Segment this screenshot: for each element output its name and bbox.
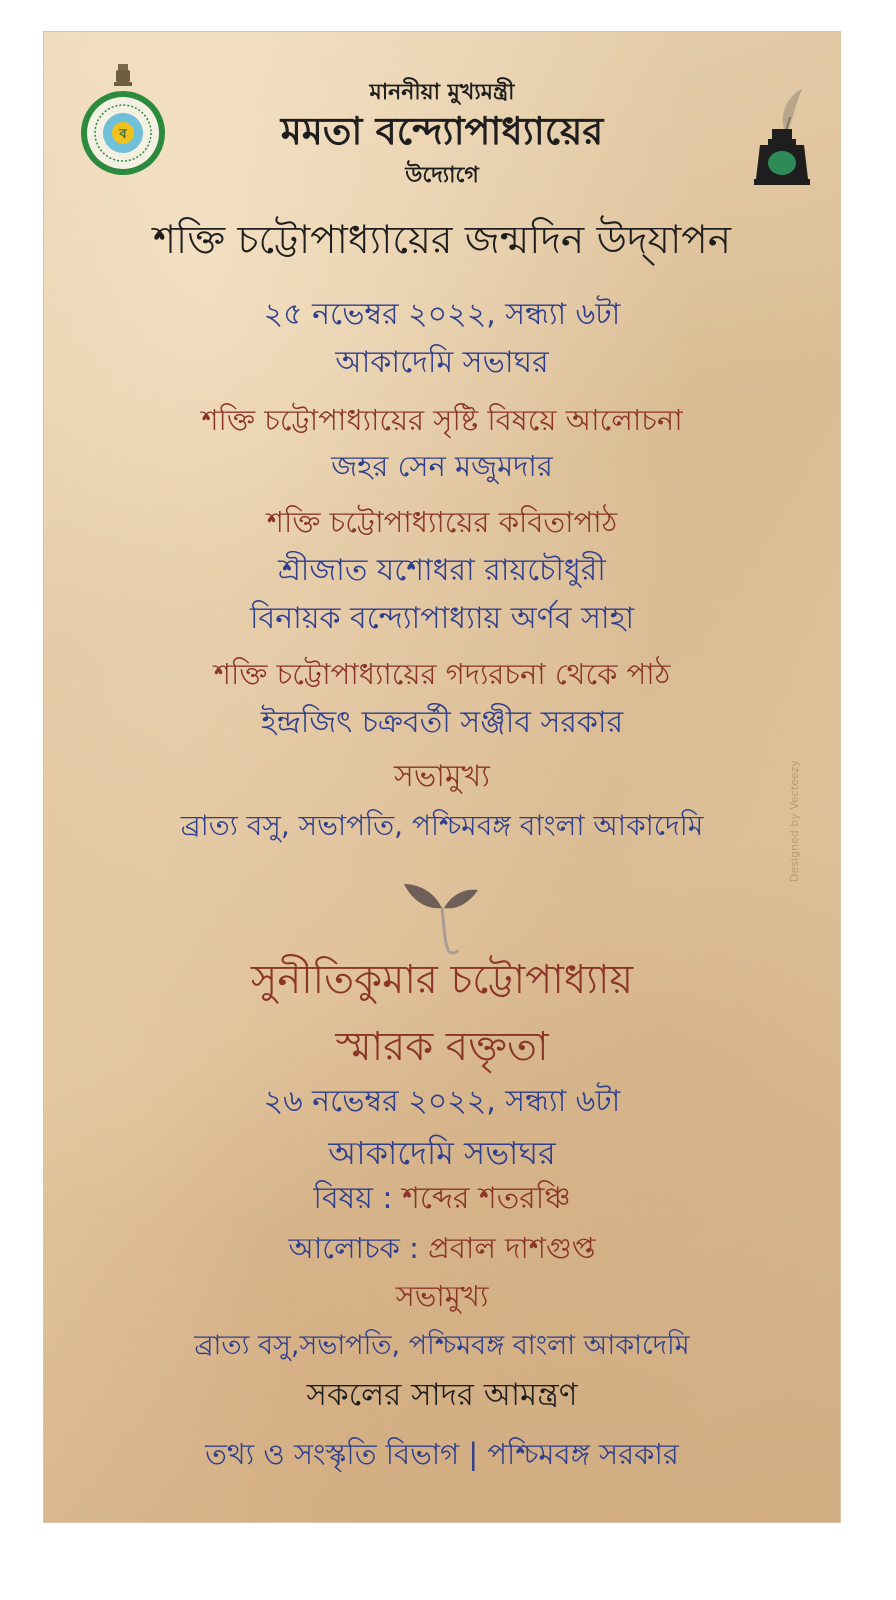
event1-prose-names: ইন্দ্রজিৎ চক্রবর্তী সঞ্জীব সরকার — [260, 705, 624, 740]
event1-discussion-speaker: জহর সেন মজুমদার — [331, 449, 553, 483]
event2-subject — [44, 1181, 840, 1216]
event1-datetime: ২৫ নভেম্বর ২০২২, সন্ধ্যা ৬টা — [263, 297, 621, 332]
chief-minister-name: মমতা বন্দ্যোপাধ্যায়ের — [280, 109, 604, 153]
event1-title: শক্তি চট্টোপাধ্যায়ের জন্মদিন উদ্‌যাপন — [152, 218, 732, 263]
event1-venue: আকাদেমি সভাঘর — [335, 345, 549, 380]
watermark-text: Designed by Vecteezy — [788, 760, 801, 882]
footer-department-line — [44, 1437, 840, 1471]
footer-invitation: সকলের সাদর আমন্ত্রণ — [306, 1377, 578, 1413]
header-line-3: উদ্যোগে — [405, 163, 479, 188]
event2-title-2: স্মারক বক্তৃতা — [335, 1024, 549, 1070]
event1-recitation-names-1: শ্রীজাত যশোধরা রায়চৌধুরী — [278, 553, 606, 588]
event2-subject-value: শব্দের শতরঞ্চি — [402, 1181, 571, 1216]
event1-recitation-title: শক্তি চট্টোপাধ্যায়ের কবিতাপাঠ — [266, 505, 618, 539]
event1-recitation-names-2: বিনায়ক বন্দ্যোপাধ্যায় অর্ণব সাহা — [249, 601, 635, 636]
event2-speaker — [44, 1231, 840, 1265]
event1-chair-label: সভামুখ্য — [394, 759, 490, 794]
footer-department: তথ্য ও সংস্কৃতি বিভাগ — [205, 1437, 460, 1471]
event2-chair-name: ব্রাত্য বসু,সভাপতি, পশ্চিমবঙ্গ বাংলা আকাদেমি — [194, 1330, 690, 1361]
svg-text:ব: ব — [119, 127, 127, 142]
watermark — [778, 682, 808, 882]
footer-government: পশ্চিমবঙ্গ সরকার — [487, 1437, 679, 1471]
invitation-card — [44, 32, 840, 1522]
event2-venue: আকাদেমি সভাঘর — [328, 1134, 556, 1172]
event1-discussion-title: শক্তি চট্টোপাধ্যায়ের সৃষ্টি বিষয়ে আলোচনা — [201, 403, 683, 437]
footer-separator: | — [468, 1437, 479, 1471]
event2-speaker-label: আলোচক : — [288, 1231, 419, 1265]
event2-title-1: সুনীতিকুমার চট্টোপাধ্যায় — [250, 957, 634, 1003]
header-line-1: মাননীয়া মুখ্যমন্ত্রী — [369, 80, 515, 105]
event2-datetime: ২৬ নভেম্বর ২০২২, সন্ধ্যা ৬টা — [263, 1084, 621, 1119]
event2-subject-label: বিষয় : — [313, 1181, 393, 1216]
event1-prose-title: শক্তি চট্টোপাধ্যায়ের গদ্যরচনা থেকে পাঠ — [213, 657, 671, 691]
sprout-icon — [404, 878, 480, 956]
event1-chair-name: ব্রাত্য বসু, সভাপতি, পশ্চিমবঙ্গ বাংলা আকাদেমি — [180, 809, 704, 842]
event2-chair-label: সভামুখ্য — [395, 1279, 489, 1313]
event2-speaker-value: প্রবাল দাশগুপ্ত — [428, 1231, 596, 1265]
